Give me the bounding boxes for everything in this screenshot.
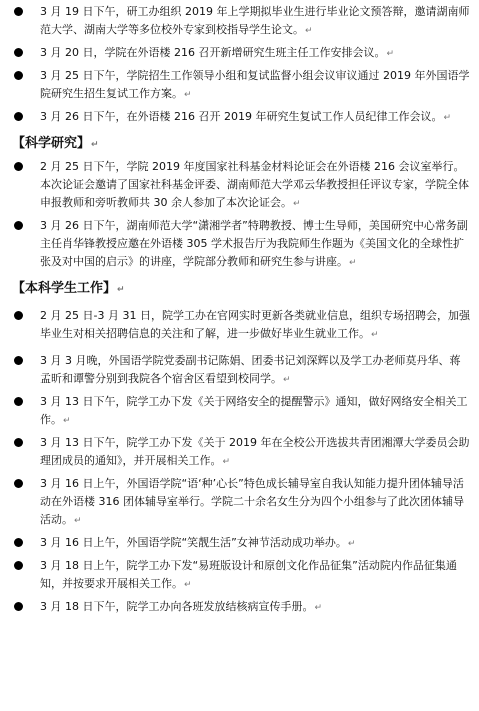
return-mark-icon: ↵ [283,375,291,385]
bullet-icon [14,538,23,547]
item-text: 3 月 13 日下午，院学工办下发《关于网络安全的提醒警示》通知，做好网络安全相关工作。 [40,395,468,426]
bullet-icon [14,311,23,320]
bullet-icon [14,112,23,121]
list-item [0,534,479,553]
return-mark-icon: ↵ [371,330,379,340]
item-text: 3 月 16 日上午，外国语学院“语‘种’心长”特色成长辅导室自我认知能力提升团体辅导活动在外语楼 316 团体辅导室举行。学院二十余名女生分为四个小组参与了此次团体辅导活动。 [40,477,464,526]
item-text: 3 月 18 日上午，院学工办下发“易班版设计和原创文化作品征集”活动院内作品征集通知，并按要求开展相关工作。 [40,559,457,590]
bullet-icon [14,438,23,447]
item-text: 2 月 25 日下午，学院 2019 年度国家社科基金材料论证会在外语楼 216 会议室举行。本次论证会邀请了国家社科基金评委、湖南师范大学邓云华教授担任评议专家，学院全体申报教师和旁听教师共 30 余人参加了本次论证会。 [40,160,469,209]
bullet-icon [14,48,23,57]
return-mark-icon: ↵ [443,113,452,123]
list-item [0,307,479,344]
bullet-icon [14,479,23,488]
return-mark-icon: ↵ [222,457,231,467]
list-item [0,67,479,104]
list-item [0,475,479,530]
return-mark-icon: ↵ [293,199,301,209]
item-text: 2 月 25 日-3 月 31 日，院学工办在官网实时更新各类就业信息，组织专场招聘会，加强毕业生对相关招聘信息的关注和了解，进一步做好毕业生就业工作。 [40,309,470,340]
section-undergraduate [0,280,479,617]
section-research [0,135,479,272]
return-mark-icon: ↵ [91,140,99,150]
section-postgraduate [0,0,479,127]
list-item [0,434,479,471]
list-item [0,557,479,594]
bullet-icon [14,162,23,171]
bullet-icon [14,71,23,80]
return-mark-icon: ↵ [347,539,356,549]
item-text: 3 月 19 日下午，研工办组织 2019 年上学期拟毕业生进行毕业论文预答辩，邀请湖南师范大学、湖南大学等多位校外专家到校指导学生论文。 [40,5,470,36]
list-item [0,598,479,617]
bullet-icon [14,221,23,230]
list-item [0,3,479,40]
item-text: 3 月 26 日下午，在外语楼 216 召开 2019 年研究生复试工作人员纪律工作会议。 [40,110,443,123]
return-mark-icon: ↵ [386,49,395,59]
return-mark-icon: ↵ [314,603,323,613]
return-mark-icon: ↵ [184,580,192,590]
item-text: 3 月 18 日下午，院学工办向各班发放结核病宣传手册。 [40,600,314,613]
return-mark-icon: ↵ [74,516,82,526]
return-mark-icon: ↵ [184,90,192,100]
bullet-icon [14,7,23,16]
item-text: 3 月 13 日下午，院学工办下发《关于 2019 年在全校公开选拔共青团湘潭大学委员会助理团成员的通知》，并开展相关工作。 [40,436,470,467]
list-item [0,393,479,430]
list-item [0,108,479,127]
item-text: 3 月 20 日，学院在外语楼 216 召开新增研究生班主任工作安排会议。 [40,46,386,59]
item-text: 3 月 16 日上午，外国语学院“笑靓生活”女神节活动成功举办。 [40,536,347,549]
item-text: 3 月 26 日下午，湖南师范大学“潇湘学者”特聘教授、博士生导师，美国研究中心常务副主任肖华锋教授应邀在外语楼 305 学术报告厅为我院师生作题为《美国文化的全球性扩张及对中国的启示》的讲座，学院部分教师和研究生参与讲座。 [40,219,468,268]
section-heading: 【本科学生工作】↵ [12,281,125,296]
list-item [0,352,479,389]
bullet-icon [14,561,23,570]
return-mark-icon: ↵ [349,258,357,268]
return-mark-icon: ↵ [63,416,71,426]
bullet-icon [14,397,23,406]
return-mark-icon: ↵ [305,26,313,36]
bullet-icon [14,356,23,365]
list-item [0,158,479,213]
bullet-icon [14,602,23,611]
list-item [0,44,479,63]
item-text: 3 月 25 日下午，学院招生工作领导小组和复试监督小组会议审议通过 2019 年外国语学院研究生招生复试工作方案。 [40,69,470,100]
list-item [0,217,479,272]
return-mark-icon: ↵ [117,285,125,295]
item-text: 3 月 3 月晚，外国语学院党委副书记陈娟、团委书记刘深辉以及学工办老师莫丹华、蒋孟昕和谭警分别到我院各个宿舍区看望到校同学。 [40,354,461,385]
section-heading: 【科学研究】↵ [12,136,99,151]
